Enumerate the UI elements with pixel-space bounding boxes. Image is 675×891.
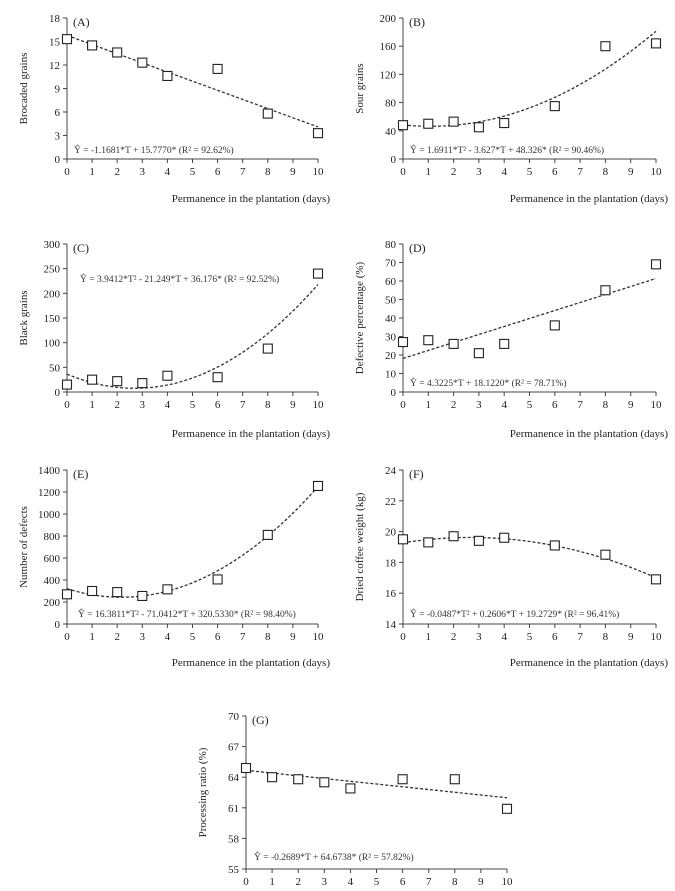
data-point [163,585,172,594]
y-tick-label: 6 [54,107,60,119]
panel-label: (C) [73,241,89,255]
y-tick-label: 55 [228,864,239,876]
panel-label: (D) [409,241,426,255]
y-axis-label: Number of defects [18,506,30,588]
x-tick-label: 2 [295,876,301,888]
x-axis-label: Permanence in the plantation (days) [509,428,668,440]
x-tick-label: 5 [526,399,533,411]
x-tick-label: 6 [214,631,221,643]
y-tick-label: 30 [385,331,396,344]
data-point [113,48,122,57]
data-point [398,775,407,784]
data-point [88,375,97,384]
x-tick-label: 3 [476,166,482,178]
y-tick-label: 50 [385,294,396,307]
data-point [113,377,122,386]
data-point [424,336,433,345]
y-tick-label: 0 [390,387,396,399]
regression-equation: Ŷ = 16.3811*T² - 71.0412*T + 320.5330* (R² = 98.40%) [78,610,296,620]
y-axis-label: Dried coffee weight (kg) [354,492,366,602]
data-point [652,260,661,269]
x-tick-label: 0 [400,631,406,643]
data-point [399,535,408,544]
chart-panel-f [354,465,668,669]
x-tick-label: 9 [627,166,634,178]
y-axis-label: Black grains [18,290,30,346]
x-tick-label: 5 [526,166,533,178]
y-tick-label: 12 [49,60,60,72]
regression-equation: Ŷ = 3.9412*T² - 21.249*T + 36.176* (R² = 92.52%) [80,275,280,285]
fit-curve [67,487,318,598]
data-point [113,588,122,597]
fit-curve [67,285,318,389]
x-tick-label: 5 [189,631,196,643]
regression-equation: Ŷ = -0.2689*T + 64.6738* (R² = 57.82%) [254,853,414,863]
x-tick-label: 1 [269,876,275,888]
data-point [138,591,147,600]
x-tick-label: 3 [476,631,482,643]
panel-label: (G) [252,713,269,727]
chart-panel-d [354,239,668,440]
x-tick-label: 8 [265,166,271,178]
data-point [449,532,458,541]
x-tick-label: 3 [321,876,328,888]
regression-equation: Ŷ = -1.1681*T + 15.7770* (R² = 92.62%) [74,146,234,156]
data-point [63,35,72,44]
y-tick-label: 20 [385,526,396,539]
y-tick-label: 64 [228,772,239,785]
y-tick-label: 150 [43,313,60,325]
x-tick-label: 4 [164,399,171,411]
data-point [263,344,272,353]
x-tick-label: 8 [602,166,609,178]
y-tick-label: 80 [385,97,396,110]
panel-label: (B) [409,15,425,29]
y-tick-label: 24 [385,465,396,477]
x-tick-label: 6 [214,399,221,411]
x-tick-label: 0 [64,631,70,643]
y-tick-label: 0 [54,154,60,166]
y-tick-label: 18 [385,557,396,570]
x-tick-label: 6 [399,876,406,888]
x-tick-label: 5 [526,631,533,643]
data-point [474,536,483,545]
x-tick-label: 1 [89,166,95,178]
y-tick-label: 70 [385,257,396,270]
y-tick-label: 1200 [38,487,60,499]
x-tick-label: 9 [290,631,296,643]
chart-panel-c [18,239,330,440]
x-tick-label: 10 [650,399,662,411]
x-tick-label: 9 [290,399,296,411]
x-tick-label: 3 [139,631,146,643]
x-tick-label: 1 [425,166,432,178]
x-tick-label: 7 [239,631,246,643]
y-tick-label: 400 [43,575,60,587]
y-tick-label: 300 [43,239,60,251]
y-tick-label: 120 [379,69,396,82]
x-tick-label: 2 [450,166,457,178]
data-point [163,71,172,80]
x-tick-label: 10 [312,399,324,411]
chart-panel-a [18,13,330,205]
y-tick-label: 0 [54,387,60,399]
data-point [474,349,483,358]
y-tick-label: 16 [385,588,396,601]
y-tick-label: 22 [385,495,396,508]
x-axis-label: Permanence in the plantation (days) [509,657,668,669]
x-tick-label: 1 [89,399,95,411]
y-tick-label: 60 [385,276,396,288]
x-tick-label: 7 [577,399,583,411]
data-point [550,321,559,330]
data-point [268,773,277,782]
x-tick-label: 5 [373,876,380,888]
x-tick-label: 8 [265,631,271,643]
data-point [314,129,323,138]
y-tick-label: 14 [385,619,396,631]
x-tick-label: 4 [164,631,171,643]
y-tick-label: 200 [43,597,60,609]
data-point [213,64,222,73]
y-axis-label: Processing ratio (%) [197,747,209,838]
y-tick-label: 800 [43,531,60,543]
x-tick-label: 6 [552,631,558,643]
x-axis-label: Permanence in the plantation (days) [171,193,330,205]
regression-equation: Ŷ = 4.3225*T + 18.1220* (R² = 78.71%) [410,379,567,389]
x-tick-label: 1 [89,631,95,643]
y-axis-label: Brocaded grains [18,52,30,125]
chart-panel-g [197,711,513,888]
x-tick-label: 7 [577,631,583,643]
x-tick-label: 9 [290,166,296,178]
y-tick-label: 600 [43,553,60,565]
x-tick-label: 2 [114,166,120,178]
data-point [550,102,559,111]
data-point [601,42,610,51]
x-tick-label: 2 [450,631,457,643]
x-tick-label: 7 [239,166,246,178]
data-point [500,339,509,348]
x-tick-label: 10 [501,876,513,888]
x-tick-label: 0 [400,166,406,178]
data-point [601,286,610,295]
data-point [399,338,408,347]
data-point [213,575,222,584]
panel-label: (E) [73,467,89,481]
y-tick-label: 10 [385,368,396,381]
y-tick-label: 200 [43,288,60,301]
x-tick-label: 7 [239,399,246,411]
data-point [450,775,459,784]
data-point [550,541,559,550]
y-tick-label: 1000 [38,509,60,521]
y-tick-label: 50 [49,362,60,375]
x-tick-label: 8 [452,876,458,888]
x-tick-label: 3 [139,166,146,178]
fit-curve [67,35,318,127]
x-tick-label: 7 [577,166,583,178]
y-tick-label: 200 [379,13,396,25]
data-point [213,373,222,382]
x-tick-label: 4 [501,631,507,643]
x-tick-label: 0 [243,876,249,888]
x-tick-label: 4 [501,399,507,411]
y-tick-label: 100 [43,337,60,350]
y-tick-label: 20 [385,350,396,362]
x-tick-label: 3 [476,399,482,411]
panel-label: (A) [73,15,90,29]
x-tick-label: 5 [189,399,196,411]
y-tick-label: 250 [43,263,60,276]
data-point [503,804,512,813]
y-tick-label: 70 [228,711,239,723]
fit-curve [246,770,507,798]
y-axis-label: Sour grains [354,63,366,114]
x-tick-label: 10 [312,166,324,178]
x-axis-label: Permanence in the plantation (days) [171,657,330,669]
x-axis-label: Permanence in the plantation (days) [509,193,668,205]
data-point [500,533,509,542]
x-tick-label: 1 [425,399,432,411]
x-tick-label: 6 [214,166,221,178]
x-tick-label: 8 [265,399,271,411]
x-tick-label: 10 [312,631,324,643]
data-point [63,590,72,599]
data-point [346,784,355,793]
x-tick-label: 1 [425,631,432,643]
y-tick-label: 40 [385,313,396,325]
x-tick-label: 9 [478,876,484,888]
data-point [314,481,323,490]
chart-panel-e [18,465,330,669]
data-point [88,41,97,50]
panel-label: (F) [409,467,424,481]
x-tick-label: 0 [64,399,70,411]
data-point [63,380,72,389]
data-point [399,121,408,130]
data-point [138,379,147,388]
fit-curve [403,537,656,577]
x-tick-label: 9 [627,631,634,643]
x-tick-label: 5 [189,166,196,178]
data-point [163,371,172,380]
y-tick-label: 67 [228,741,239,754]
x-tick-label: 6 [552,399,558,411]
y-tick-label: 160 [379,41,396,54]
y-tick-label: 15 [49,36,60,49]
x-tick-label: 3 [139,399,146,411]
y-tick-label: 0 [390,154,396,166]
regression-equation: Ŷ = -0.0487*T² + 0.2606*T + 19.2729* (R² = 96.41%) [410,610,620,620]
data-point [474,123,483,132]
x-tick-label: 0 [400,399,406,411]
data-point [320,778,329,787]
y-tick-label: 0 [54,619,60,631]
data-point [138,58,147,67]
x-tick-label: 8 [602,631,609,643]
data-point [652,575,661,584]
fit-curve [403,279,656,359]
x-tick-label: 4 [164,166,171,178]
x-tick-label: 2 [450,399,457,411]
y-tick-label: 80 [385,239,396,251]
y-tick-label: 3 [54,130,60,143]
x-tick-label: 8 [602,399,609,411]
data-point [449,339,458,348]
x-tick-label: 2 [114,399,120,411]
y-tick-label: 61 [228,802,239,815]
x-axis-label: Permanence in the plantation (days) [171,428,330,440]
x-tick-label: 10 [650,166,662,178]
y-tick-label: 1400 [38,465,60,477]
data-point [601,550,610,559]
data-point [294,775,303,784]
data-point [652,39,661,48]
data-point [449,117,458,126]
y-tick-label: 18 [49,13,60,25]
data-point [500,119,509,128]
regression-equation: Ŷ = 1.6911*T² - 3.627*T + 48.326* (R² = 90.46%) [410,146,605,156]
fit-curve [403,31,656,126]
x-tick-label: 2 [114,631,120,643]
data-point [88,587,97,596]
x-tick-label: 6 [552,166,558,178]
data-point [424,538,433,547]
data-point [263,530,272,539]
x-tick-label: 9 [627,399,634,411]
x-tick-label: 4 [501,166,507,178]
y-axis-label: Defective percentage (%) [354,261,366,375]
data-point [424,119,433,128]
x-tick-label: 7 [425,876,432,888]
data-point [263,109,272,118]
x-tick-label: 0 [64,166,70,178]
data-point [242,764,251,773]
x-tick-label: 10 [650,631,662,643]
y-tick-label: 40 [385,125,396,138]
x-tick-label: 4 [347,876,354,888]
chart-panel-b [354,13,668,205]
y-tick-label: 58 [228,833,239,846]
data-point [314,269,323,278]
y-tick-label: 9 [54,83,60,96]
